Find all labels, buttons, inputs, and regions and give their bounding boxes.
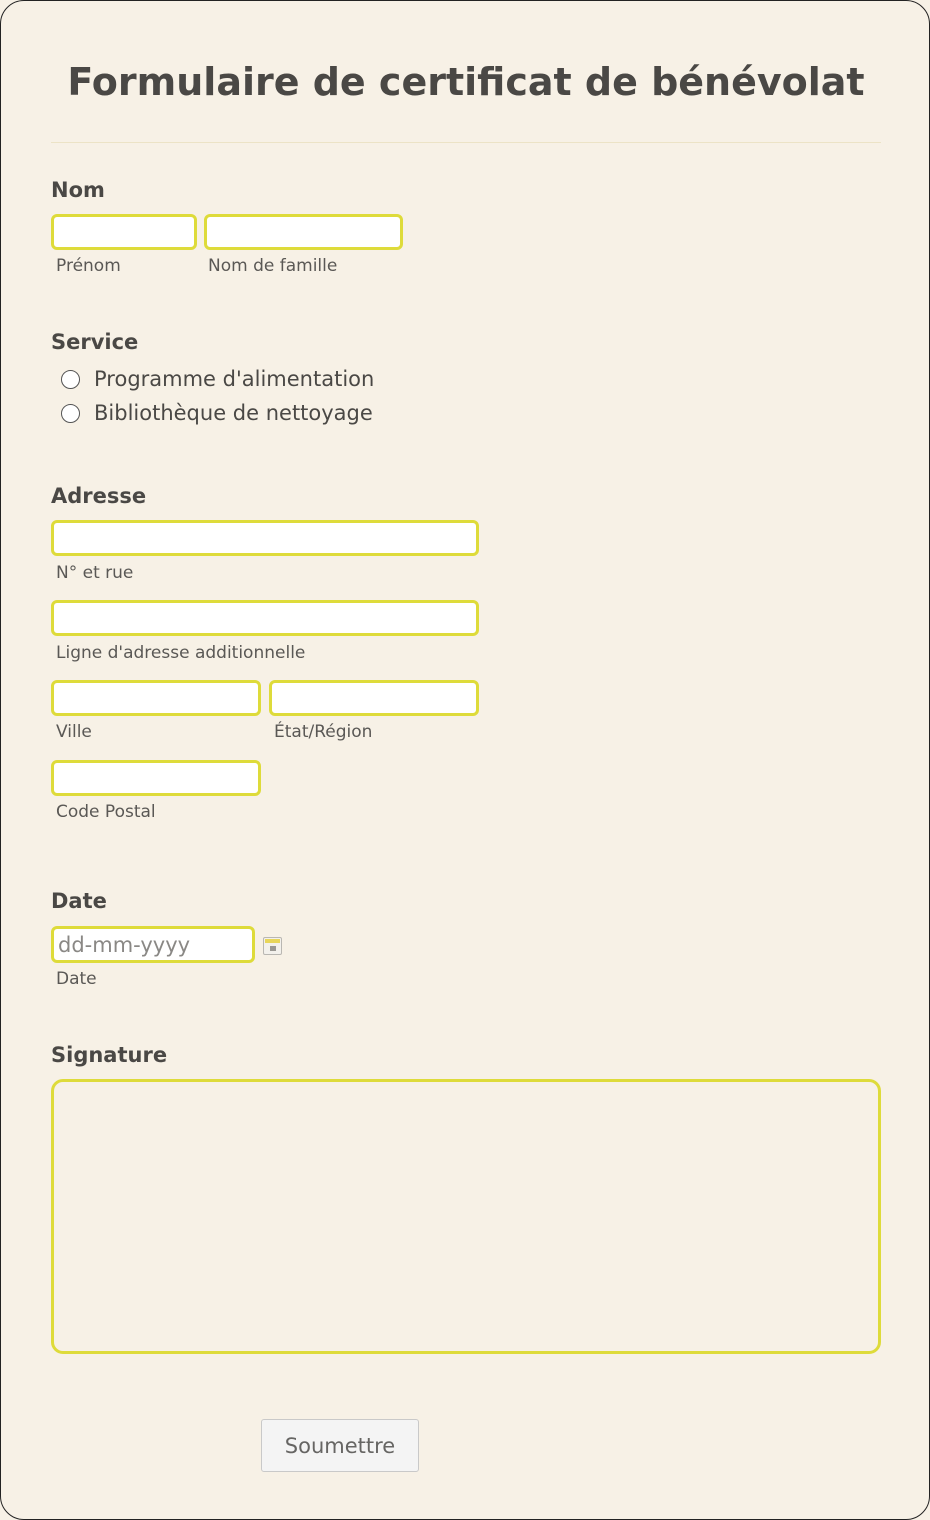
service-section-label: Service [51,330,139,354]
radio-button[interactable] [61,404,80,423]
street-sublabel: N° et rue [56,563,134,583]
name-section-label: Nom [51,178,105,202]
date-section-label: Date [51,889,107,913]
signature-pad[interactable] [51,1079,881,1354]
radio-button[interactable] [61,370,80,389]
last-name-sublabel: Nom de famille [208,256,338,276]
city-input[interactable] [51,680,261,716]
first-name-input[interactable] [51,214,197,250]
first-name-sublabel: Prénom [56,256,121,276]
state-sublabel: État/Région [274,722,373,742]
service-option-cleaning-library[interactable] [59,401,373,425]
submit-button[interactable]: Soumettre [261,1419,419,1472]
postal-code-input[interactable] [51,760,261,796]
state-input[interactable] [269,680,479,716]
service-option-label: Programme d'alimentation [94,367,375,391]
city-sublabel: Ville [56,722,92,742]
address-line2-input[interactable] [51,600,479,636]
form-title: Formulaire de certificat de bénévolat [67,60,865,104]
signature-section-label: Signature [51,1043,168,1067]
date-input[interactable] [51,926,255,963]
service-option-label: Bibliothèque de nettoyage [94,401,373,425]
date-sublabel: Date [56,969,97,989]
calendar-icon[interactable] [263,937,282,955]
title-divider [51,142,881,143]
last-name-input[interactable] [204,214,403,250]
street-input[interactable] [51,520,479,556]
address-line2-sublabel: Ligne d'adresse additionnelle [56,643,306,663]
service-option-food-program[interactable] [59,367,374,391]
address-section-label: Adresse [51,484,147,508]
postal-code-sublabel: Code Postal [56,802,156,822]
